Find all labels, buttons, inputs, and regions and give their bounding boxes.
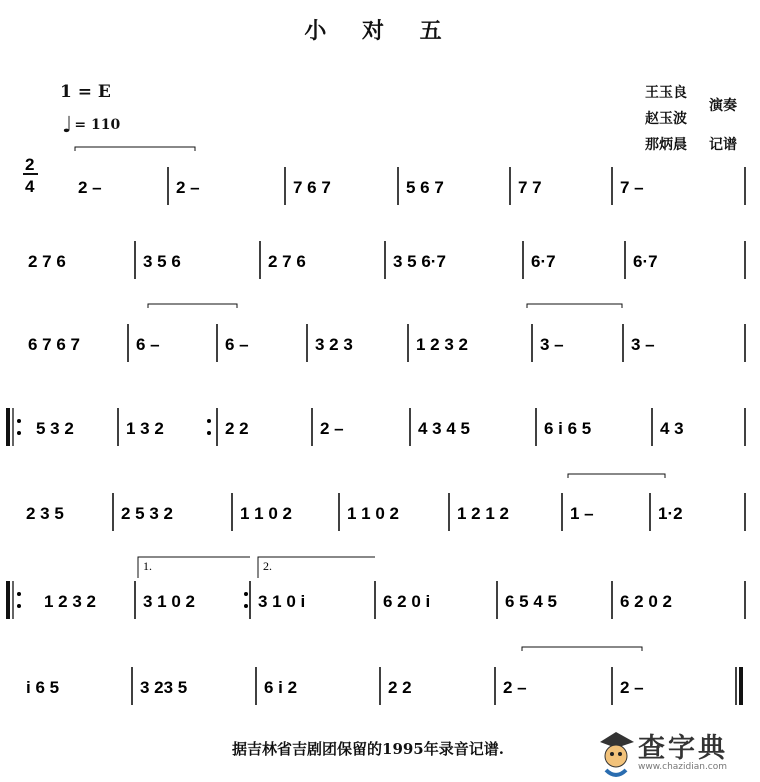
measure-notes: 6·7 [633, 252, 658, 271]
transcriber-role: 记谱 [709, 137, 737, 153]
measure-notes: 3 – [540, 335, 564, 354]
measure-notes: i 6 5 [26, 678, 60, 697]
measure-notes: 3 5 6 [143, 252, 181, 271]
watermark-logo [594, 724, 760, 782]
performer-2: 赵玉波 [645, 111, 687, 127]
measure-notes: 5 6 7 [406, 178, 444, 197]
measure-notes: 6·7 [531, 252, 556, 271]
repeat-dot [207, 431, 211, 435]
measure-notes: 1 1 0 2 [240, 504, 292, 523]
measure-notes: 1 2 3 2 [44, 592, 96, 611]
tie [527, 304, 622, 308]
footer-note: 据吉林省吉剧团保留的1995年录音记谱. [232, 740, 504, 758]
performer-1: 王玉良 [645, 85, 687, 101]
measure-notes: 6 2 0 i [383, 592, 431, 611]
measure-notes: 3 23 5 [140, 678, 188, 697]
measure-notes: 5 3 2 [36, 419, 74, 438]
mascot-icon [594, 724, 638, 780]
time-signature-bottom: 4 [25, 177, 35, 196]
volta-label-2: 2. [263, 559, 272, 573]
repeat-dot [244, 592, 248, 596]
measure-notes: 1 2 3 2 [416, 335, 468, 354]
watermark-logo-text: 查字典 [638, 733, 728, 764]
measure-notes: 6 7 6 7 [28, 335, 80, 354]
measure-notes: 7 – [620, 178, 644, 197]
measure-notes: 6 – [136, 335, 160, 354]
measure-notes: 2 7 6 [268, 252, 306, 271]
tie [522, 647, 642, 651]
performers-role: 演奏 [709, 98, 737, 114]
repeat-dot [244, 604, 248, 608]
repeat-dot [17, 592, 21, 596]
tie [568, 474, 665, 478]
measure-notes: 2 – [176, 178, 200, 197]
measure-notes: 2 7 6 [28, 252, 66, 271]
measure-notes: 3 1 0 i [258, 592, 306, 611]
measure-notes: 3 1 0 2 [143, 592, 195, 611]
measure-notes: 7 7 [518, 178, 542, 197]
repeat-dot [17, 419, 21, 423]
time-signature-top: 2 [25, 155, 35, 174]
measure-notes: 6 i 2 [264, 678, 298, 697]
measure-notes: 4 3 4 5 [418, 419, 470, 438]
measure-notes: 1 2 1 2 [457, 504, 509, 523]
key-signature: 1 = E [60, 82, 111, 102]
measure-notes: 7 6 7 [293, 178, 331, 197]
measure-notes: 2 – [503, 678, 527, 697]
page-title: 小 对 五 [304, 18, 456, 44]
measure-notes: 2 – [620, 678, 644, 697]
measure-notes: 6 5 4 5 [505, 592, 557, 611]
volta-label-1: 1. [143, 559, 152, 573]
measure-notes: 2 – [78, 178, 102, 197]
measure-notes: 3 – [631, 335, 655, 354]
transcriber: 那炳晨 [645, 137, 687, 153]
tie [75, 147, 195, 151]
measure-notes: 3 2 3 [315, 335, 353, 354]
measure-notes: 2 5 3 2 [121, 504, 173, 523]
measure-notes: 6 – [225, 335, 249, 354]
measure-notes: 1 – [570, 504, 594, 523]
volta-bracket-1 [138, 557, 250, 578]
repeat-dot [207, 419, 211, 423]
measure-notes: 1 1 0 2 [347, 504, 399, 523]
measure-notes: 4 3 [660, 419, 684, 438]
watermark-url: www.chazidian.com [638, 762, 728, 772]
tie [148, 304, 237, 308]
measure-notes: 2 3 5 [26, 504, 64, 523]
repeat-dot [17, 431, 21, 435]
measure-notes: 3 5 6·7 [393, 252, 446, 271]
measure-notes: 2 2 [225, 419, 249, 438]
repeat-dot [17, 604, 21, 608]
measure-notes: 2 2 [388, 678, 412, 697]
quarter-note-icon: ♩ [62, 112, 73, 138]
measure-notes: 6 i 6 5 [544, 419, 592, 438]
measure-notes: 1·2 [658, 504, 683, 523]
measure-notes: 2 – [320, 419, 344, 438]
volta-bracket-2 [258, 557, 375, 578]
measure-notes: 1 3 2 [126, 419, 164, 438]
tempo-value: = 110 [74, 117, 121, 133]
measure-notes: 6 2 0 2 [620, 592, 672, 611]
